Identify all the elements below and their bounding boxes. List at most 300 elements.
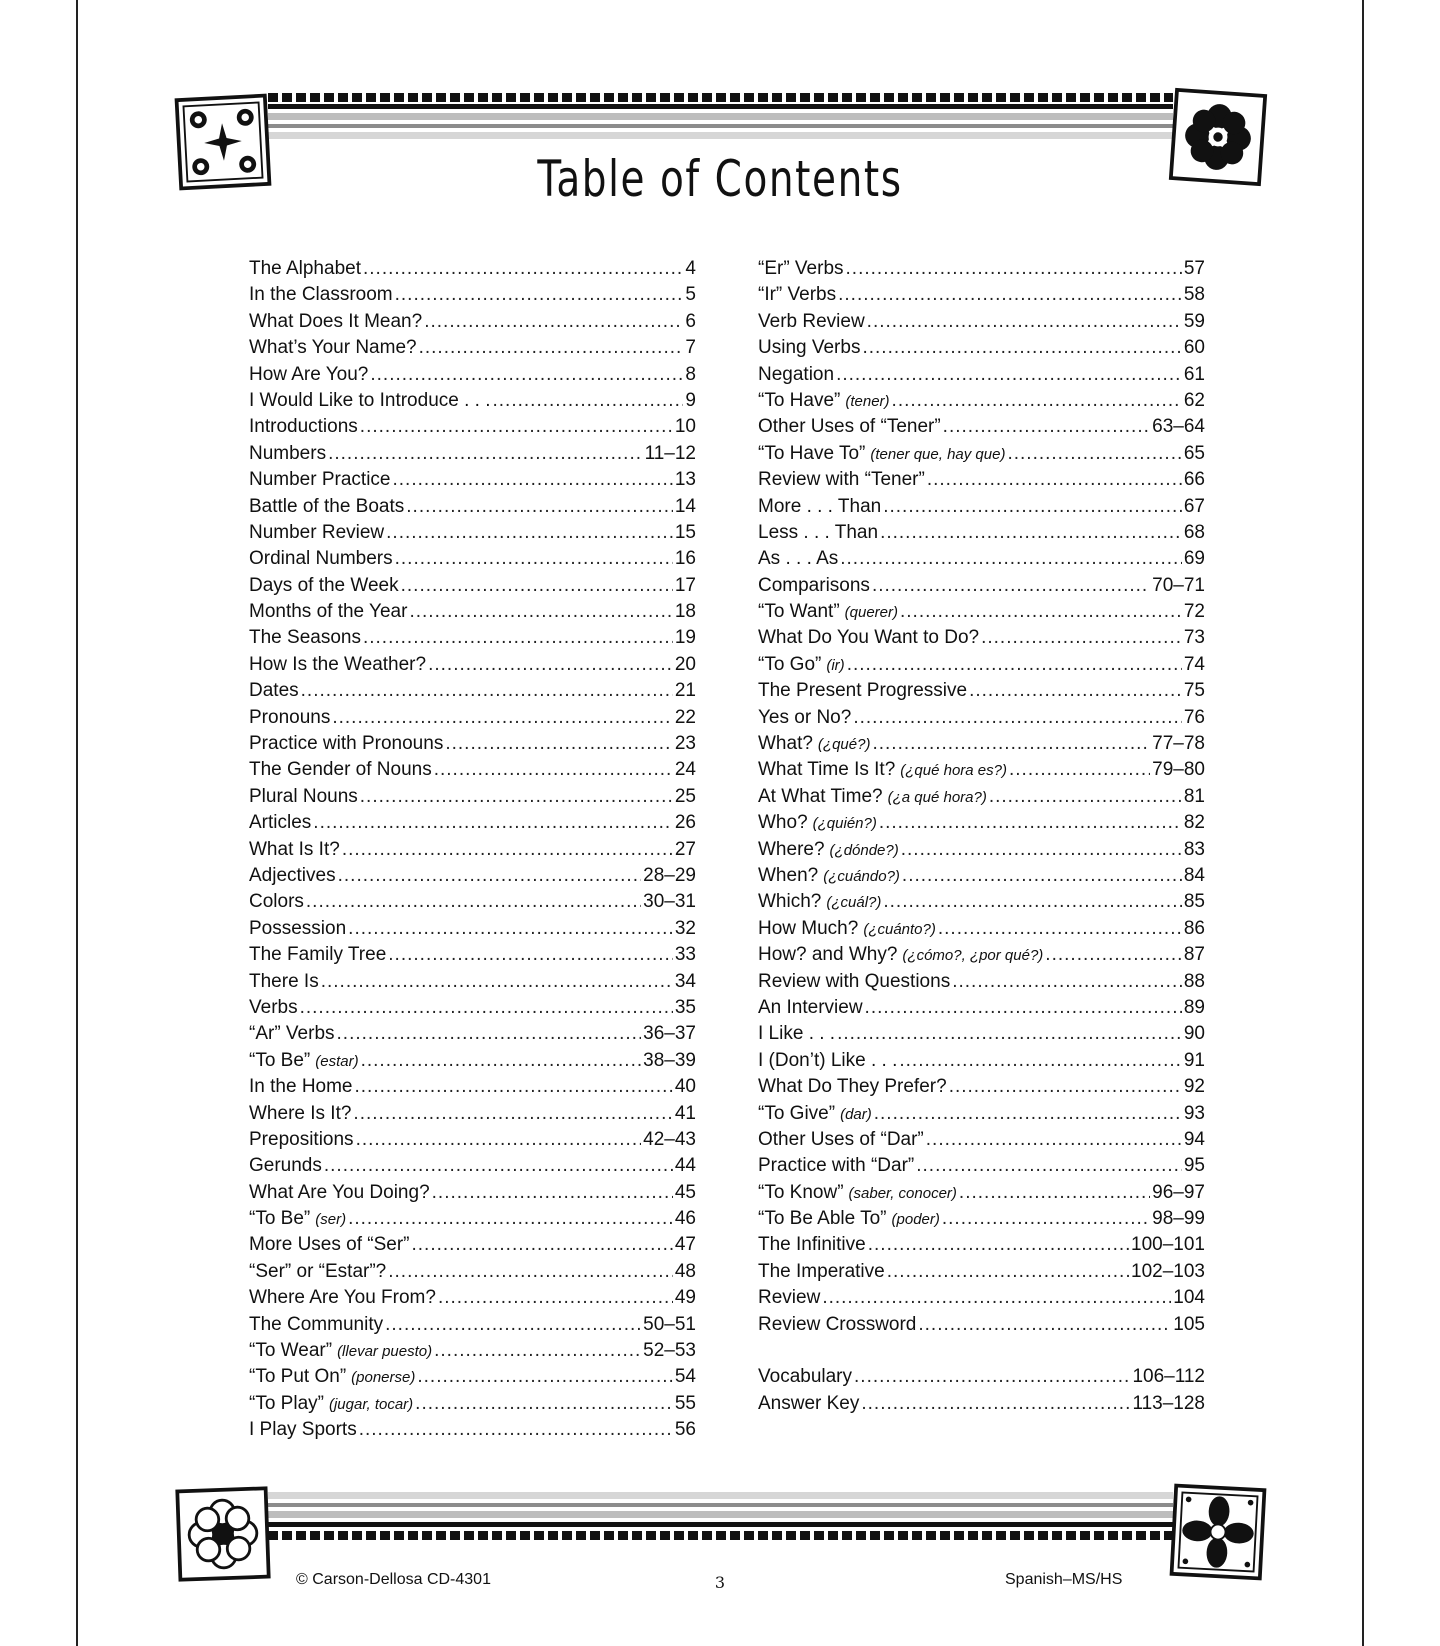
toc-entry[interactable] [758, 969, 1205, 995]
toc-entry[interactable] [249, 362, 696, 388]
toc-entry[interactable] [758, 1285, 1205, 1311]
toc-entry[interactable] [758, 810, 1205, 836]
dot-leader [395, 546, 673, 572]
toc-entry-page: 24 [674, 759, 696, 781]
toc-entry[interactable] [249, 1153, 696, 1179]
toc-entry-title: “To Go” [758, 653, 822, 675]
toc-entry-title: Who? [758, 812, 808, 834]
toc-entry[interactable] [758, 599, 1205, 625]
dot-leader [938, 916, 1182, 942]
toc-entry[interactable] [249, 916, 696, 942]
toc-entry[interactable] [249, 1074, 696, 1100]
dot-leader [348, 1206, 673, 1232]
toc-entry-page: 113–128 [1132, 1392, 1205, 1414]
toc-entry[interactable] [249, 1101, 696, 1127]
toc-entry[interactable] [249, 546, 696, 572]
toc-entry-page: 100–101 [1131, 1234, 1205, 1256]
toc-entry-title: There Is [249, 970, 319, 992]
dot-leader [981, 625, 1182, 651]
toc-entry-page: 13 [674, 469, 696, 491]
toc-entry-title: In the Home [249, 1076, 353, 1098]
dot-leader [854, 1364, 1130, 1390]
dot-leader [306, 889, 641, 915]
dot-leader [493, 388, 684, 414]
dot-leader [837, 1021, 1182, 1047]
toc-entry-title: Months of the Year [249, 601, 408, 623]
toc-entry-title: Review Crossword [758, 1313, 917, 1335]
toc-entry-title: “To Be” [249, 1208, 311, 1230]
toc-entry-page: 5 [685, 284, 696, 306]
toc-entry[interactable] [758, 678, 1205, 704]
toc-entry-page: 42–43 [643, 1128, 696, 1150]
toc-entry[interactable] [758, 414, 1205, 440]
toc-entry-page: 20 [674, 653, 696, 675]
footer-copyright: © Carson-Dellosa CD-4301 [296, 1571, 491, 1588]
toc-entry-title: Comparisons [758, 574, 870, 596]
toc-entry[interactable] [758, 731, 1205, 757]
toc-entry-title: The Seasons [249, 627, 361, 649]
toc-entry-page: 88 [1183, 970, 1205, 992]
toc-entry-spanish-note: (llevar puesto) [337, 1343, 433, 1361]
toc-entry-page: 48 [674, 1260, 696, 1282]
footer-page-number: 3 [714, 1573, 726, 1592]
dot-leader [959, 1180, 1150, 1206]
toc-entry-page: 73 [1183, 627, 1205, 649]
toc-entry-title: Answer Key [758, 1392, 860, 1414]
toc-entry-title: “To Have” [758, 389, 841, 411]
toc-entry-page: 8 [685, 363, 696, 385]
toc-entry-title: Vocabulary [758, 1366, 853, 1388]
toc-entry-page: 89 [1183, 996, 1205, 1018]
toc-entry[interactable] [249, 995, 696, 1021]
toc-entry[interactable] [758, 256, 1205, 282]
toc-entry[interactable] [249, 414, 696, 440]
toc-entry-page: 40 [674, 1076, 696, 1098]
toc-entry[interactable] [249, 757, 696, 783]
dot-leader [883, 889, 1181, 915]
toc-entry-page: 32 [674, 917, 696, 939]
toc-entry-title: Prepositions [249, 1128, 354, 1150]
toc-entry[interactable] [758, 1101, 1205, 1127]
dot-leader [1009, 757, 1150, 783]
dot-leader [865, 995, 1182, 1021]
toc-entry[interactable] [249, 467, 696, 493]
toc-entry[interactable] [249, 837, 696, 863]
toc-entry-title: Review with “Tener” [758, 469, 925, 491]
toc-entry-title: The Family Tree [249, 944, 387, 966]
toc-entry[interactable] [249, 863, 696, 889]
toc-entry-title: The Present Progressive [758, 680, 968, 702]
toc-entry-title: “To Have To” [758, 442, 866, 464]
dot-leader [879, 810, 1182, 836]
toc-entry-page: 45 [674, 1181, 696, 1203]
toc-entry[interactable] [758, 757, 1205, 783]
toc-entry-page: 7 [685, 337, 696, 359]
toc-entry-title: An Interview [758, 996, 863, 1018]
toc-entry[interactable] [758, 546, 1205, 572]
toc-entry-title: “To Be Able To” [758, 1208, 887, 1230]
toc-entry-title: How Are You? [249, 363, 369, 385]
toc-entry[interactable] [249, 388, 696, 414]
dot-leader [385, 1312, 641, 1338]
toc-entry-title: Plural Nouns [249, 785, 358, 807]
toc-entry-page: 26 [674, 812, 696, 834]
toc-entry-page: 95 [1183, 1155, 1205, 1177]
toc-entry-title: The Gender of Nouns [249, 759, 432, 781]
toc-entry[interactable] [758, 625, 1205, 651]
toc-entry-page: 47 [674, 1234, 696, 1256]
dot-leader [417, 1364, 673, 1390]
toc-entry[interactable] [249, 1285, 696, 1311]
toc-entry-title: Colors [249, 891, 304, 913]
toc-entry[interactable] [249, 1048, 696, 1074]
dot-leader [432, 1180, 673, 1206]
dot-leader [353, 1101, 672, 1127]
toc-entry-title: “Er” Verbs [758, 258, 844, 279]
toc-entry-title: I Like . . . [758, 1023, 836, 1045]
dot-leader [438, 1285, 673, 1311]
toc-entry-page: 57 [1183, 258, 1205, 279]
toc-entry[interactable] [758, 705, 1205, 731]
toc-entry-title: Practice with “Dar” [758, 1155, 915, 1177]
toc-entry-page: 33 [674, 944, 696, 966]
toc-entry-page: 46 [674, 1208, 696, 1230]
toc-entry[interactable] [249, 335, 696, 361]
toc-entry-spanish-note: (ir) [826, 656, 845, 674]
dot-leader [943, 414, 1150, 440]
dot-leader [359, 1417, 673, 1443]
toc-entry[interactable] [758, 784, 1205, 810]
dot-leader [356, 1127, 642, 1153]
dot-leader [342, 837, 673, 863]
dot-leader [1007, 441, 1181, 467]
toc-entry-page: 56 [674, 1419, 696, 1441]
toc-entry-page: 21 [674, 680, 696, 702]
toc-entry-spanish-note: (saber, conocer) [848, 1184, 957, 1202]
toc-entry-title: The Community [249, 1313, 384, 1335]
dot-leader [1045, 942, 1182, 968]
dot-leader [409, 599, 672, 625]
toc-entry[interactable] [758, 1259, 1205, 1285]
toc-entry-title: The Infinitive [758, 1234, 866, 1256]
dot-leader [969, 678, 1182, 704]
toc-entry[interactable] [249, 810, 696, 836]
toc-entry-page: 81 [1183, 785, 1205, 807]
toc-entry-title: Review [758, 1287, 821, 1309]
toc-entry-page: 30–31 [643, 891, 696, 913]
toc-entry[interactable] [758, 652, 1205, 678]
toc-entry[interactable] [249, 1364, 696, 1390]
toc-entry[interactable] [758, 1127, 1205, 1153]
toc-entry-title: Battle of the Boats [249, 495, 405, 517]
dot-leader [838, 282, 1182, 308]
toc-entry-spanish-note: (tener que, hay que) [870, 445, 1006, 463]
toc-entry-title: Number Practice [249, 469, 391, 491]
toc-entry-spanish-note: (¿cuándo?) [823, 867, 900, 885]
toc-entry-page: 102–103 [1131, 1260, 1205, 1282]
toc-entry-spanish-note: (dar) [840, 1105, 872, 1123]
toc-entry[interactable] [249, 1232, 696, 1258]
toc-entry-title: What Do They Prefer? [758, 1076, 947, 1098]
toc-entry-title: Where? [758, 838, 825, 860]
toc-entry-page: 36–37 [643, 1023, 696, 1045]
toc-entry[interactable] [249, 731, 696, 757]
toc-entry[interactable] [758, 467, 1205, 493]
toc-entry-title: What Time Is It? [758, 759, 896, 781]
toc-entry-title: At What Time? [758, 785, 883, 807]
dot-leader [434, 757, 673, 783]
toc-entry-page: 41 [674, 1102, 696, 1124]
toc-entry[interactable] [758, 520, 1205, 546]
dot-leader [887, 1259, 1129, 1285]
top-border-band [268, 93, 1173, 143]
toc-entry-page: 93 [1183, 1102, 1205, 1124]
page-title: Table of Contents [537, 150, 903, 208]
toc-entry-page: 6 [685, 310, 696, 332]
toc-entry-page: 104 [1173, 1287, 1205, 1309]
toc-entry[interactable] [758, 1074, 1205, 1100]
toc-entry-spanish-note: (¿cómo?, ¿por qué?) [902, 947, 1044, 965]
dot-leader [363, 256, 683, 282]
toc-entry-title: I Play Sports [249, 1419, 357, 1441]
toc-entry-title: What Does It Mean? [249, 310, 423, 332]
toc-entry-page: 14 [674, 495, 696, 517]
toc-entry[interactable] [758, 1364, 1205, 1390]
toc-entry[interactable] [758, 494, 1205, 520]
toc-entry[interactable] [249, 625, 696, 651]
toc-entry[interactable] [758, 837, 1205, 863]
toc-entry-title: “Ar” Verbs [249, 1023, 335, 1045]
toc-entry-title: Days of the Week [249, 574, 399, 596]
toc-entry-spanish-note: (¿qué?) [817, 736, 871, 754]
dot-leader [892, 388, 1182, 414]
toc-entry-title: In the Classroom [249, 284, 393, 306]
dot-leader [424, 309, 683, 335]
dot-leader [363, 625, 673, 651]
toc-entry[interactable] [249, 652, 696, 678]
toc-entry-page: 74 [1183, 653, 1205, 675]
toc-entry[interactable] [249, 678, 696, 704]
toc-entry[interactable] [249, 705, 696, 731]
toc-entry-page: 28–29 [643, 864, 696, 886]
toc-entry-title: “To Want” [758, 601, 840, 623]
dot-leader [406, 494, 673, 520]
toc-entry-page: 65 [1183, 442, 1205, 464]
dot-leader [361, 1048, 642, 1074]
toc-entry-page: 34 [674, 970, 696, 992]
toc-entry[interactable] [249, 1180, 696, 1206]
toc-entry[interactable] [758, 889, 1205, 915]
dot-leader [388, 1259, 673, 1285]
toc-entry-page: 77–78 [1152, 733, 1205, 755]
toc-entry-title: Practice with Pronouns [249, 733, 444, 755]
toc-entry[interactable] [249, 889, 696, 915]
toc-entry[interactable] [758, 309, 1205, 335]
dot-leader [360, 414, 673, 440]
toc-entry-title: “Ir” Verbs [758, 284, 837, 306]
dot-leader [300, 995, 673, 1021]
toc-entry-title: Which? [758, 891, 822, 913]
dot-leader [868, 1232, 1129, 1258]
dot-leader [880, 520, 1182, 546]
toc-entry[interactable] [758, 362, 1205, 388]
toc-entry[interactable] [249, 282, 696, 308]
toc-entry[interactable] [249, 784, 696, 810]
toc-entry[interactable] [249, 1206, 696, 1232]
toc-entry-title: Possession [249, 917, 347, 939]
toc-entry-spanish-note: (tener) [845, 392, 890, 410]
toc-entry-page: 35 [674, 996, 696, 1018]
toc-entry[interactable] [249, 1338, 696, 1364]
dot-leader [434, 1338, 641, 1364]
dot-leader [370, 362, 683, 388]
toc-entry-title: The Alphabet [249, 258, 361, 279]
dot-leader [847, 652, 1182, 678]
footer-series: Spanish–MS/HS [1005, 1571, 1123, 1588]
toc-entry-title: Review with Questions [758, 970, 951, 992]
toc-entry[interactable] [758, 995, 1205, 1021]
toc-entry[interactable] [249, 942, 696, 968]
toc-entry[interactable] [249, 1312, 696, 1338]
toc-entry-title: What? [758, 733, 813, 755]
toc-entry[interactable] [758, 863, 1205, 889]
toc-entry[interactable] [249, 441, 696, 467]
toc-entry-page: 22 [674, 706, 696, 728]
dot-leader [415, 1391, 673, 1417]
toc-entry[interactable] [249, 573, 696, 599]
toc-entry[interactable] [758, 1048, 1205, 1074]
toc-entry-page: 69 [1183, 548, 1205, 570]
toc-entry-title: “To Know” [758, 1181, 844, 1203]
dot-leader [899, 1048, 1181, 1074]
toc-entry-page: 10 [674, 416, 696, 438]
toc-entry[interactable] [249, 1127, 696, 1153]
toc-entry[interactable] [249, 1021, 696, 1047]
toc-entry-spanish-note: (¿a qué hora?) [887, 788, 987, 806]
dot-leader [428, 652, 673, 678]
toc-entry-page: 17 [674, 574, 696, 596]
toc-entry-page: 105 [1173, 1313, 1205, 1335]
dot-leader [419, 335, 684, 361]
toc-entry-page: 92 [1183, 1076, 1205, 1098]
toc-entry-title: Numbers [249, 442, 327, 464]
toc-entry-title: Number Review [249, 521, 385, 543]
toc-entry-title: What Is It? [249, 838, 340, 860]
toc-entry-page: 86 [1183, 917, 1205, 939]
toc-entry[interactable] [758, 1021, 1205, 1047]
toc-entry-page: 84 [1183, 864, 1205, 886]
toc-entry-page: 59 [1183, 310, 1205, 332]
dot-leader [926, 1127, 1182, 1153]
toc-entry-title: How Is the Weather? [249, 653, 427, 675]
dot-leader [324, 1153, 673, 1179]
toc-entry[interactable] [758, 573, 1205, 599]
bottom-border-band [268, 1492, 1173, 1540]
toc-entry-page: 9 [685, 389, 696, 411]
dot-leader [853, 705, 1182, 731]
toc-entry[interactable] [758, 942, 1205, 968]
dot-leader [874, 1101, 1182, 1127]
toc-entry-title: What’s Your Name? [249, 337, 417, 359]
section-gap [758, 1338, 1205, 1364]
toc-entry[interactable] [758, 1232, 1205, 1258]
toc-entry-page: 27 [674, 838, 696, 860]
toc-entry-page: 82 [1183, 812, 1205, 834]
dot-leader [916, 1153, 1182, 1179]
toc-entry-page: 72 [1183, 601, 1205, 623]
toc-entry-title: Other Uses of “Tener” [758, 416, 941, 438]
toc-entry-page: 23 [674, 733, 696, 755]
toc-entry-spanish-note: (¿quién?) [812, 815, 877, 833]
toc-entry-title: Verb Review [758, 310, 865, 332]
toc-entry-title: “To Be” [249, 1049, 311, 1071]
toc-entry-title: “To Play” [249, 1392, 324, 1414]
toc-entry-title: Adjectives [249, 864, 336, 886]
toc-entry-page: 68 [1183, 521, 1205, 543]
toc-entry-page: 60 [1183, 337, 1205, 359]
toc-entry-title: Ordinal Numbers [249, 548, 393, 570]
dot-leader [313, 810, 673, 836]
toc-entry-title: Introductions [249, 416, 358, 438]
toc-entry[interactable] [249, 1391, 696, 1417]
toc-entry[interactable] [249, 969, 696, 995]
toc-entry[interactable] [758, 1180, 1205, 1206]
toc-entry-title: Using Verbs [758, 337, 861, 359]
toc-entry-page: 18 [674, 601, 696, 623]
dot-leader [337, 1021, 642, 1047]
toc-entry[interactable] [758, 441, 1205, 467]
toc-entry-page: 16 [674, 548, 696, 570]
dot-leader [355, 1074, 673, 1100]
dot-leader [927, 467, 1182, 493]
toc-entry[interactable] [758, 1206, 1205, 1232]
toc-entry[interactable] [758, 1312, 1205, 1338]
dot-leader [883, 494, 1182, 520]
dot-leader [321, 969, 673, 995]
toc-entry-page: 62 [1183, 389, 1205, 411]
toc-entry[interactable] [249, 1259, 696, 1285]
toc-entry[interactable] [758, 1391, 1205, 1417]
toc-entry-title: Other Uses of “Dar” [758, 1128, 924, 1150]
toc-entry-page: 76 [1183, 706, 1205, 728]
dot-leader [989, 784, 1182, 810]
toc-entry[interactable] [758, 1153, 1205, 1179]
toc-entry[interactable] [249, 256, 696, 282]
toc-entry[interactable] [758, 916, 1205, 942]
toc-entry[interactable] [758, 388, 1205, 414]
clover-icon [1169, 1483, 1268, 1582]
toc-entry-page: 67 [1183, 495, 1205, 517]
toc-entry-title: Where Is It? [249, 1102, 352, 1124]
toc-entry-page: 49 [674, 1287, 696, 1309]
toc-entry-page: 85 [1183, 891, 1205, 913]
toc-entry-page: 90 [1183, 1023, 1205, 1045]
dot-leader [942, 1206, 1150, 1232]
toc-entry[interactable] [249, 309, 696, 335]
toc-entry-page: 55 [674, 1392, 696, 1414]
dot-leader [918, 1312, 1171, 1338]
dot-leader [872, 573, 1150, 599]
toc-entry[interactable] [758, 335, 1205, 361]
toc-entry[interactable] [249, 599, 696, 625]
toc-entry[interactable] [249, 1417, 696, 1443]
toc-entry[interactable] [758, 282, 1205, 308]
dot-leader [822, 1285, 1171, 1311]
toc-entry[interactable] [249, 520, 696, 546]
toc-entry-title: “To Give” [758, 1102, 836, 1124]
toc-entry-page: 38–39 [643, 1049, 696, 1071]
toc-entry[interactable] [249, 494, 696, 520]
